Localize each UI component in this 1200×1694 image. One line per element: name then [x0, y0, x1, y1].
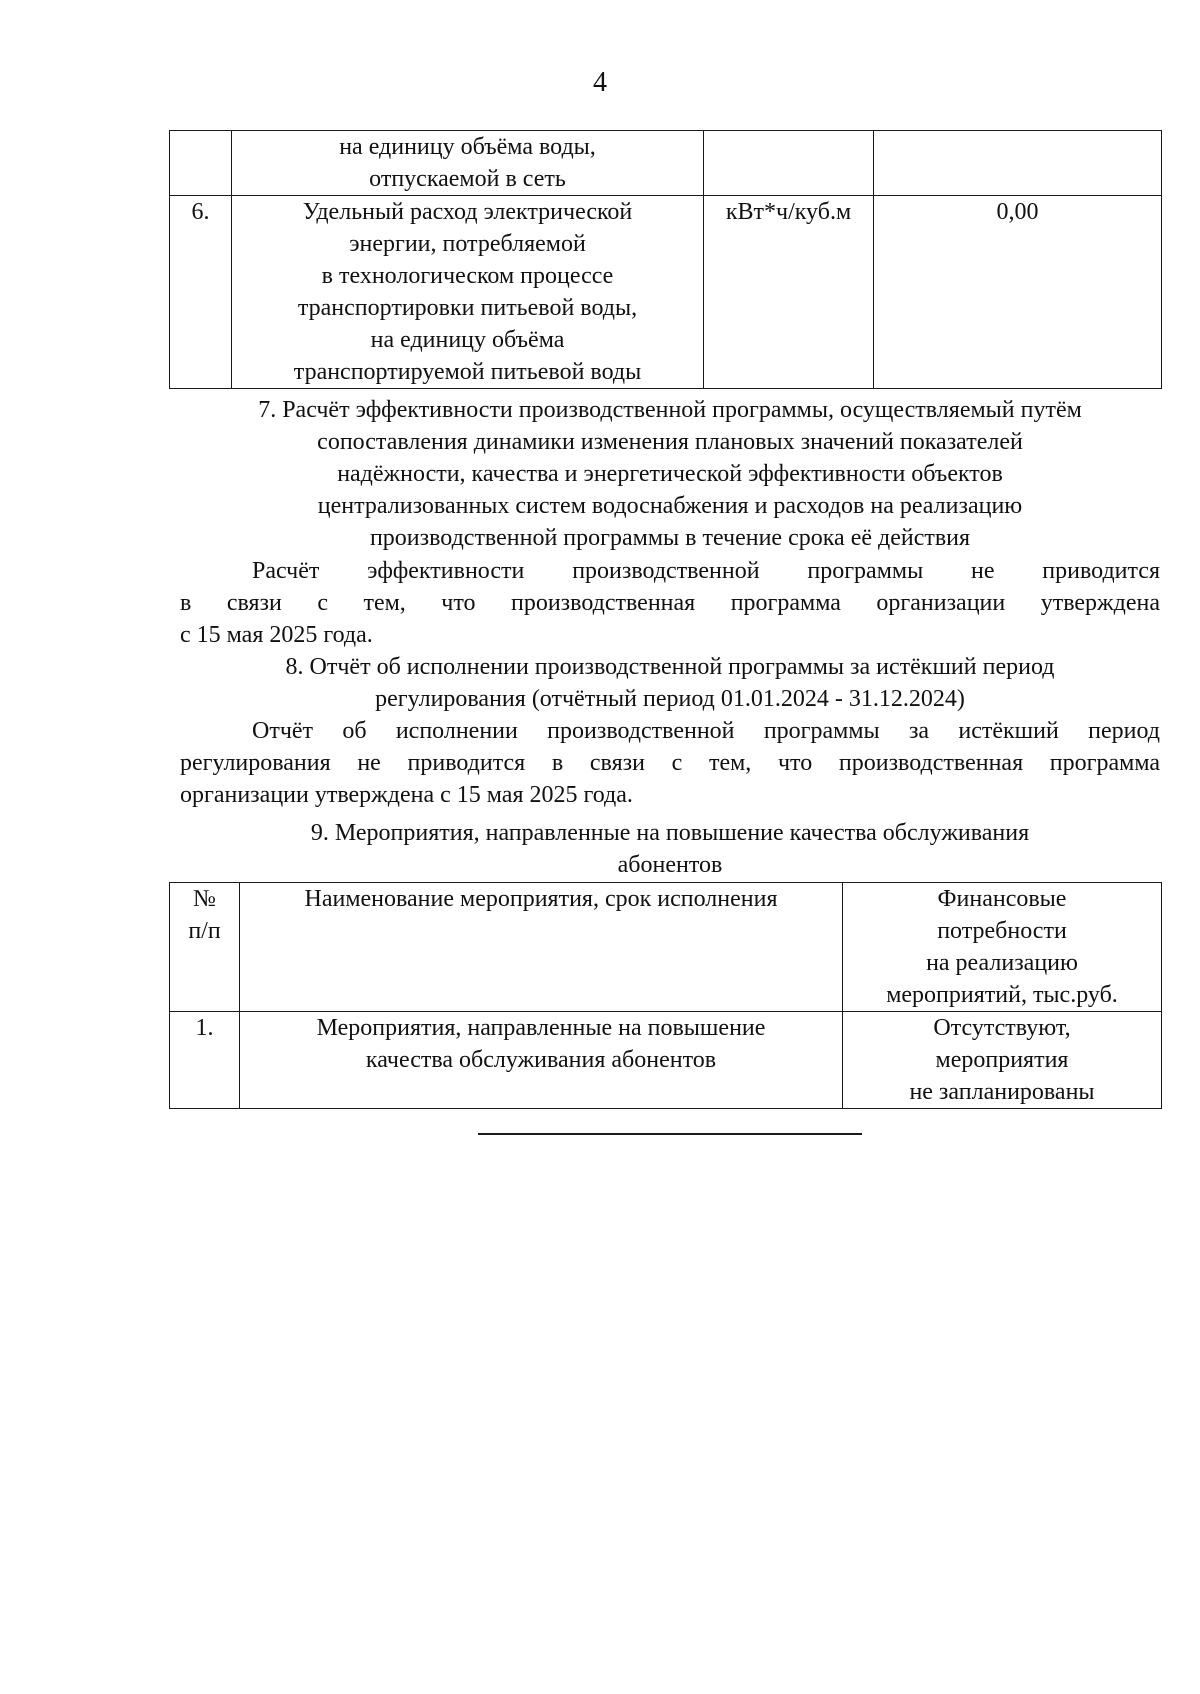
heading-line: надёжности, качества и энергетической эффективности объектов [337, 461, 1003, 487]
table-row [170, 1012, 1162, 1109]
page-number: 4 [593, 67, 607, 98]
heading-line: регулирования (отчётный период 01.01.2024 - 31.12.2024) [375, 686, 965, 712]
unit-cell [704, 131, 874, 196]
value-cell: 0,00 [874, 196, 1162, 389]
indicator-name-line: на единицу объёма воды, [339, 134, 596, 160]
header-line: мероприятий, тыс.руб. [886, 982, 1118, 1008]
header-line: потребности [937, 918, 1067, 944]
header-line: Финансовые [937, 886, 1067, 912]
section-8-body [180, 715, 1160, 811]
indicator-name-cell [232, 131, 704, 196]
header-line: на реализацию [926, 950, 1078, 976]
finance-line: мероприятия [935, 1047, 1069, 1073]
indicator-name-line: на единицу объёма [370, 327, 565, 353]
section-7-heading [180, 394, 1160, 554]
event-name-line: Мероприятия, направленные на повышение [316, 1015, 766, 1041]
paragraph-line: организации утверждена с 15 мая 2025 года. [180, 782, 633, 808]
heading-line: 8. Отчёт об исполнении производственной программы за истёкший период [285, 654, 1055, 680]
indicator-name-cell [232, 196, 704, 389]
indicators-table [169, 130, 1162, 389]
section-8-heading [180, 651, 1160, 715]
heading-line: 7. Расчёт эффективности производственной программы, осуществляемый путём [258, 397, 1082, 423]
heading-line: сопоставления динамики изменения плановых значений показателей [317, 429, 1023, 455]
table-row [170, 196, 1162, 389]
finance-line: не запланированы [909, 1079, 1095, 1105]
paragraph-line: Отчёт об исполнении производственной программы за истёкший период [252, 718, 1160, 744]
finance-cell [843, 1012, 1162, 1109]
row-number-cell [170, 131, 232, 196]
unit-cell: кВт*ч/куб.м [704, 196, 874, 389]
end-of-document-rule [478, 1133, 862, 1135]
heading-line: производственной программы в течение срока её действия [369, 525, 971, 551]
paragraph-line: в связи с тем, что производственная программа организации утверждена [180, 590, 1160, 616]
indicator-name-line: транспортировки питьевой воды, [297, 295, 638, 321]
heading-line: 9. Мероприятия, направленные на повышение качества обслуживания [310, 820, 1030, 846]
row-number-cell: 1. [170, 1012, 240, 1109]
table-header-row [170, 883, 1162, 1012]
paragraph-line: регулирования не приводится в связи с тем, что производственная программа [180, 750, 1160, 776]
indicator-name-line: Удельный расход электрической [302, 199, 633, 225]
indicator-name-line: энергии, потребляемой [349, 231, 586, 257]
events-table [169, 882, 1162, 1109]
table-row [170, 131, 1162, 196]
indicator-name-line: отпускаемой в сеть [369, 166, 566, 192]
header-line: п/п [188, 918, 221, 944]
section-9-heading [180, 817, 1160, 881]
value-cell [874, 131, 1162, 196]
paragraph-line: с 15 мая 2025 года. [180, 622, 373, 648]
indicator-name-line: в технологическом процессе [321, 263, 614, 289]
finance-line: Отсутствуют, [933, 1015, 1071, 1041]
event-name-cell [240, 1012, 843, 1109]
header-line: № [193, 886, 216, 912]
section-7-body [180, 555, 1160, 651]
header-number [170, 883, 240, 1012]
paragraph-line: Расчёт эффективности производственной программы не приводится [252, 558, 1160, 584]
event-name-line: качества обслуживания абонентов [365, 1047, 717, 1073]
header-name: Наименование мероприятия, срок исполнения [240, 883, 843, 1012]
heading-line: абонентов [617, 852, 723, 878]
heading-line: централизованных систем водоснабжения и расходов на реализацию [317, 493, 1023, 519]
header-finance [843, 883, 1162, 1012]
indicator-name-line: транспортируемой питьевой воды [293, 359, 642, 385]
row-number-cell: 6. [170, 196, 232, 389]
